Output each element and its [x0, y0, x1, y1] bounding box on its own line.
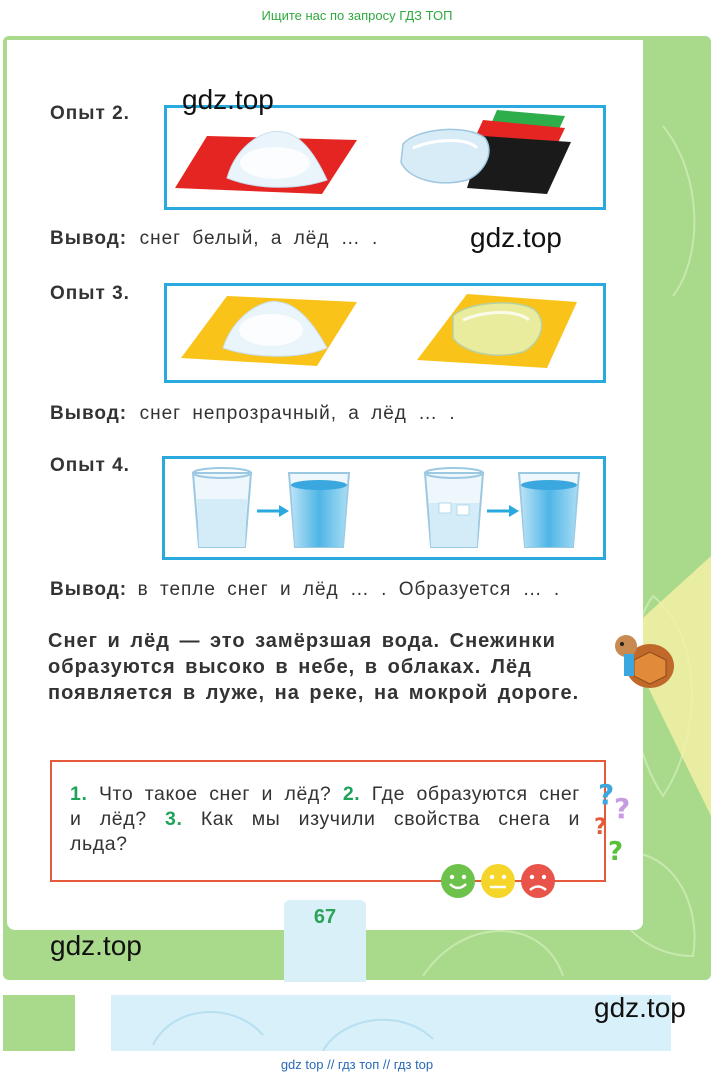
question-3: Как мы изучили свойства снега и льда?: [70, 808, 580, 855]
experiment-2-label: Опыт 2.: [50, 103, 130, 124]
bottom-banner-text: gdz top // гдз топ // гдз top: [280, 1057, 434, 1072]
conclusion-text: снег непрозрачный, а лёд … .: [139, 403, 456, 424]
smiley-neutral-icon: [481, 864, 515, 898]
svg-text:?: ?: [608, 837, 624, 862]
glass-with-ice-icon: [425, 468, 483, 547]
conclusion-label: Вывод:: [50, 403, 128, 424]
snow-on-yellow-square-icon: [181, 296, 357, 366]
top-banner-text: Ищите нас по запросу ГДЗ ТОП: [261, 8, 453, 23]
question-3-number: 3.: [165, 808, 183, 830]
conclusion-text: в тепле снег и лёд … . Образуется … .: [137, 579, 561, 600]
key-fact-text: Снег и лёд — это замёрзшая вода. Снежинки образуются высоко в небе, в облаках. Лёд появляется в луже, на реке, на мокрой дороге.: [48, 630, 580, 704]
watermark: gdz.top: [594, 992, 686, 1023]
experiment-3-conclusion: [50, 403, 456, 425]
question-2-number: 2.: [342, 783, 361, 805]
questions-text: [70, 782, 580, 857]
ice-on-yellow-square-icon: [417, 294, 577, 368]
conclusion-label: Вывод:: [50, 579, 128, 600]
arrow-right-icon: [487, 505, 519, 517]
watermark: gdz.top: [50, 930, 142, 961]
bottom-banner: [0, 1052, 714, 1082]
svg-text:?: ?: [594, 815, 607, 840]
conclusion-label: Вывод:: [50, 228, 128, 249]
turtle-icon: [610, 626, 676, 694]
conclusion-text: снег белый, а лёд … .: [139, 228, 379, 249]
experiment-2-image-frame: [164, 105, 606, 210]
experiment-4-illustration: [165, 459, 603, 557]
experiment-3-image-frame: [164, 283, 606, 383]
svg-text:?: ?: [614, 792, 631, 825]
watermark: gdz.top: [182, 84, 274, 115]
smiley-happy-icon: [441, 864, 475, 898]
top-banner: [0, 0, 714, 34]
glass-with-snow-icon: [193, 468, 251, 547]
glass-with-water-icon: [289, 473, 349, 547]
self-assessment-smileys: [440, 862, 556, 900]
experiment-4-label: Опыт 4.: [50, 455, 130, 476]
question-marks-icon: [592, 778, 642, 862]
question-1-number: 1.: [70, 783, 88, 805]
page-number: 67: [313, 906, 337, 928]
experiment-4-conclusion: [50, 579, 560, 601]
svg-text:?: ?: [598, 778, 615, 811]
experiment-3-label: Опыт 3.: [50, 283, 130, 304]
experiment-3-illustration: [167, 286, 603, 380]
smiley-sad-icon: [521, 864, 555, 898]
snow-on-red-square-icon: [175, 131, 357, 194]
question-1: Что такое снег и лёд?: [98, 783, 332, 805]
ice-on-colored-squares-icon: [401, 110, 571, 194]
arrow-right-icon: [257, 505, 289, 517]
watermark: gdz.top: [470, 222, 562, 253]
question-2: Где образуются снег и лёд?: [70, 783, 580, 830]
glass-with-water-icon: [519, 473, 579, 547]
experiment-2-conclusion: [50, 228, 378, 250]
experiment-4-image-frame: [162, 456, 606, 560]
experiment-2-illustration: [167, 108, 603, 207]
